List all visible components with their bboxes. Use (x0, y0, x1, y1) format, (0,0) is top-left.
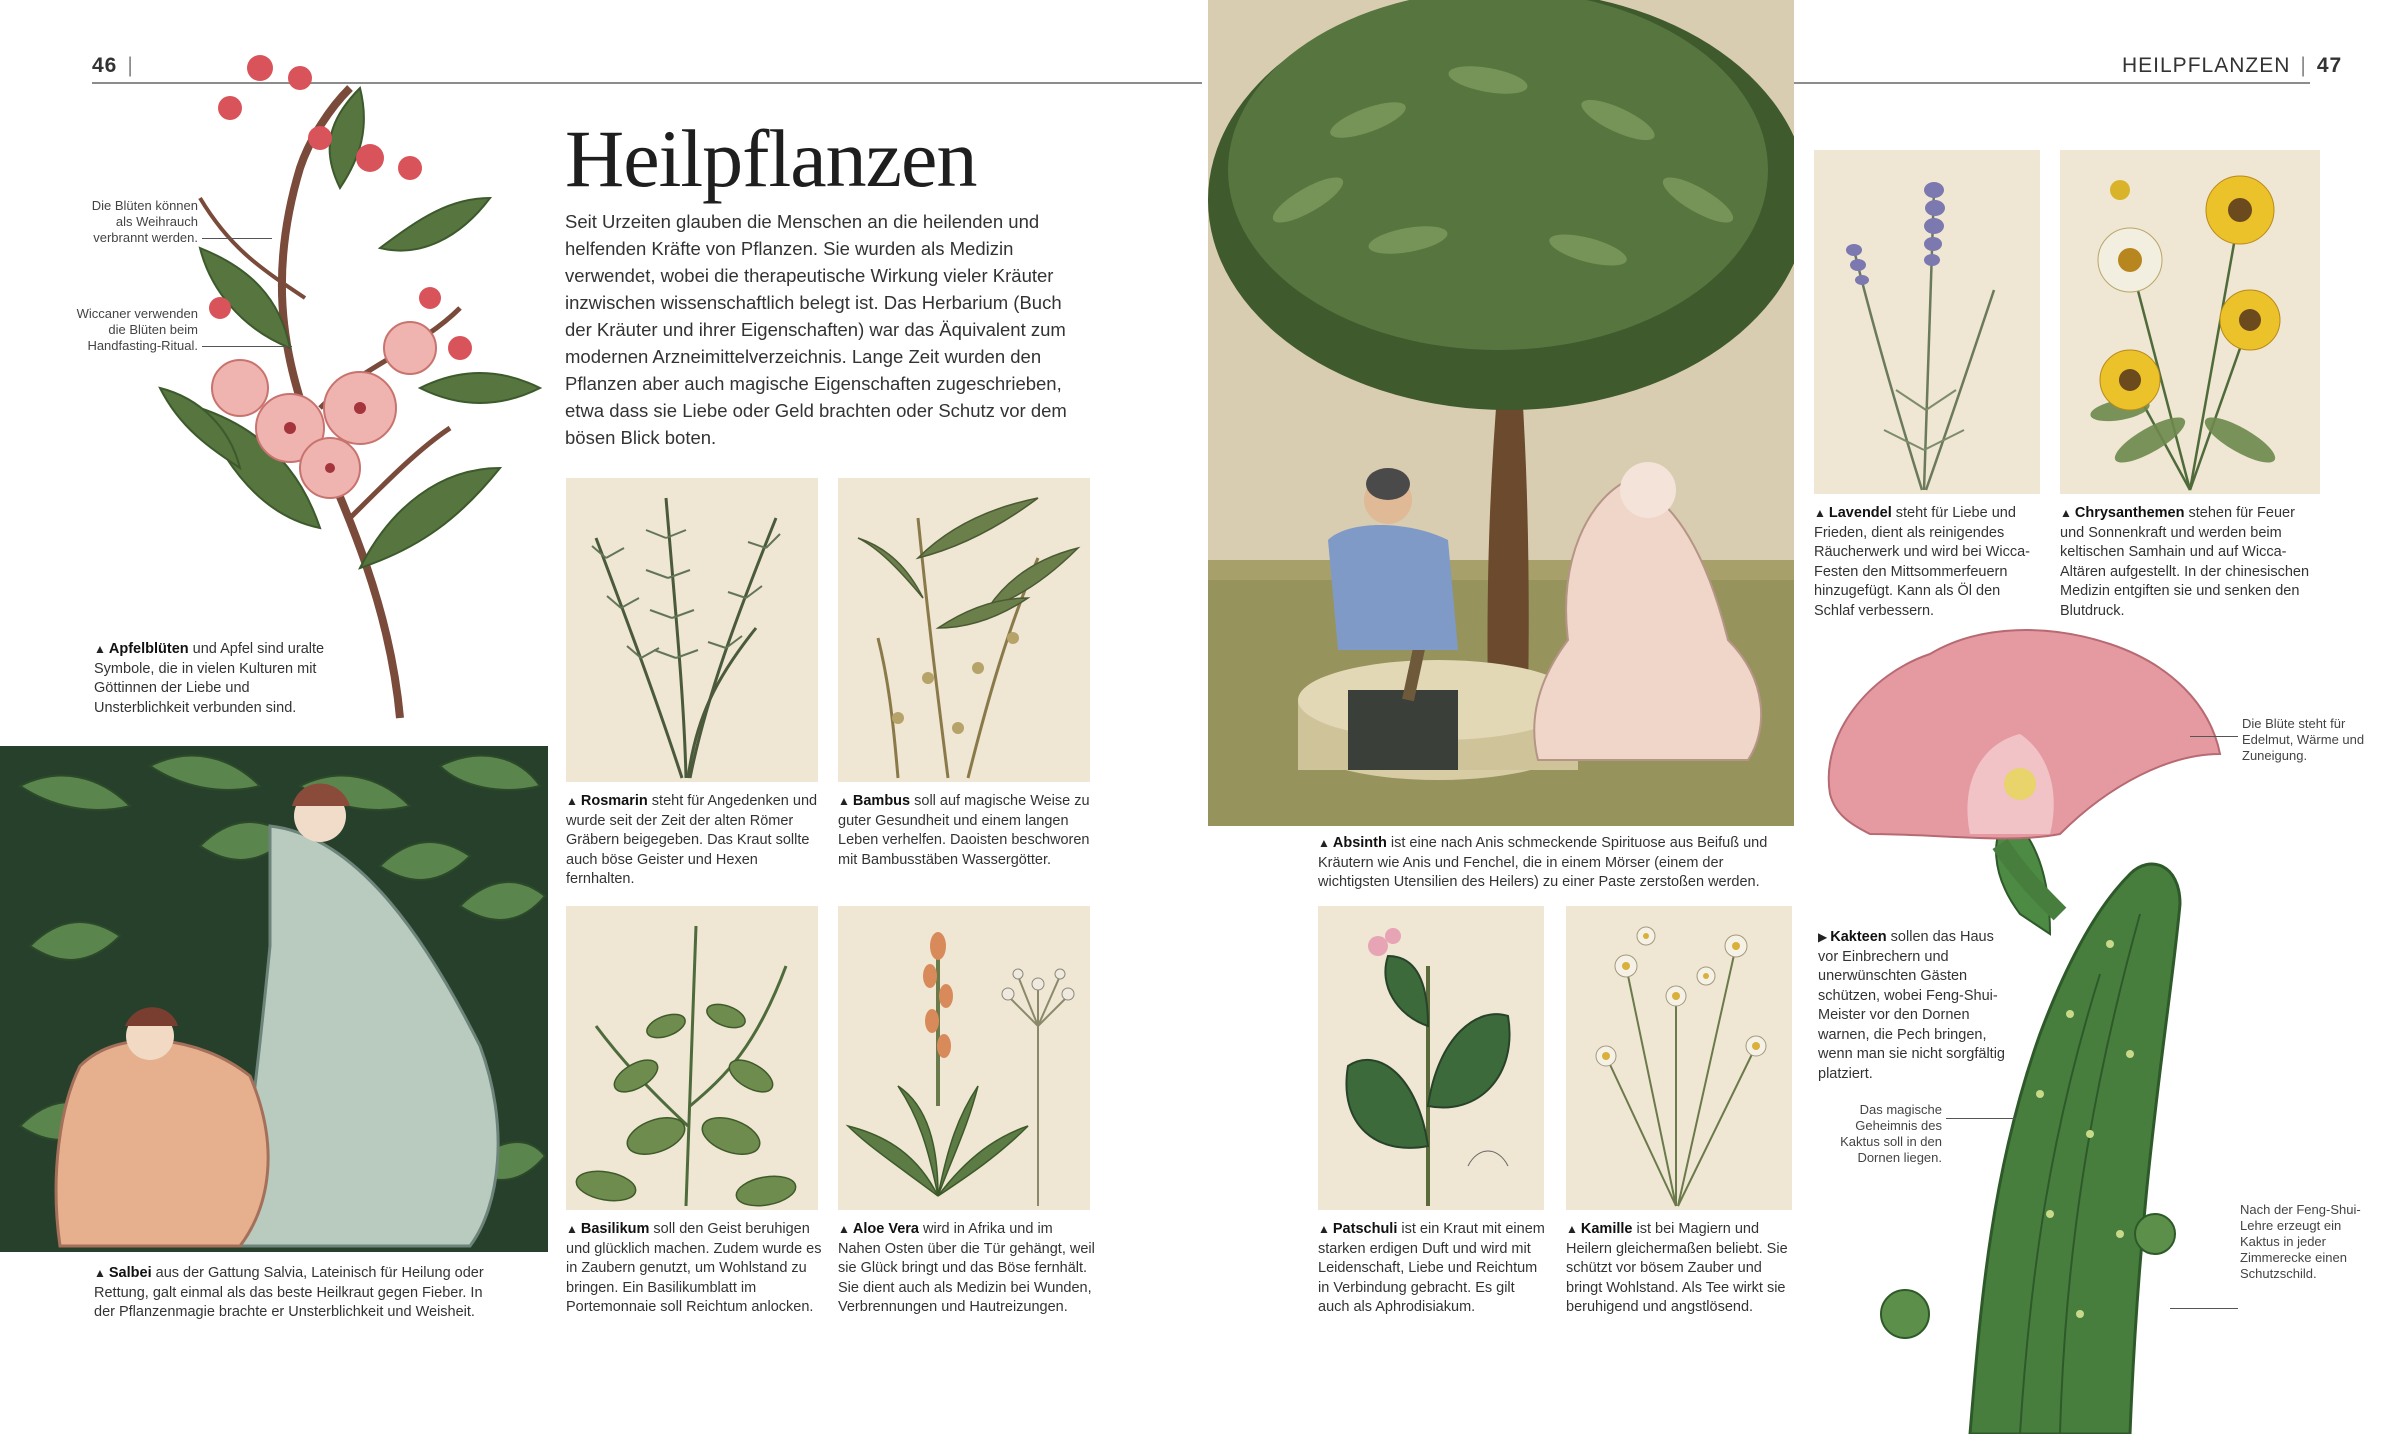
caption-patschuli: ▲ Patschuli ist ein Kraut mit einem starken erdigen Duft und wird mit Leidenschaft, Liebe und Reichtum in Verbindung gebracht. Es gilt auch als Aphrodisiakum. (1318, 1221, 1545, 1315)
running-head: HEILPFLANZEN | 47 (2122, 54, 2343, 77)
cactus-leader-flower (2190, 736, 2238, 737)
apple-leader-2 (202, 346, 292, 347)
caption-bambus: ▲ Bambus soll auf magische Weise zu guter Gesundheit und einem langen Leben verhelfen. Daoisten beschworen mit Bambusstäben Wassergötter. (838, 793, 1090, 868)
running-head-title: HEILPFLANZEN (2122, 54, 2291, 77)
cactus-annotation-fengshui: Nach der Feng-Shui-Lehre erzeugt ein Kaktus in jeder Zimmerecke einen Schutzschild. (2240, 1202, 2361, 1281)
caption-rosmarin: ▲ Rosmarin steht für Angedenken und wurde seit der Zeit der alten Römer Gräbern beigegeben. Das Kraut sollte auch böse Geister und Hexen fernhalten. (566, 793, 818, 887)
caption-basilikum: ▲ Basilikum soll den Geist beruhigen und glücklich machen. Zudem wurde es in Zaubern genutzt, um Wohlstand zu bringen. Ein Basilikumblatt im Portemonnaie soll Reichtum anlocken. (566, 1221, 822, 1315)
rosmarin-plate (566, 478, 818, 782)
caption-aloe-vera: ▲ Aloe Vera wird in Afrika und im Nahen Osten über die Tür gehängt, weil sie Glück bringt und das Böse fernhält. Sie dient auch als Medizin bei Wunden, Verbrennungen und Hautreizungen. (838, 1221, 1095, 1315)
apple-annotation-handfasting: Wiccaner verwenden die Blüten beim Handfasting-Ritual. (76, 306, 198, 353)
basilikum-plate (566, 906, 818, 1210)
aloe-vera-plate (838, 906, 1090, 1210)
caption-salbei: ▲ Salbei aus der Gattung Salvia, Lateinisch für Heilung oder Rettung, galt einmal als das beste Heilkraut gegen Fieber. In der Pflanzenmagie brachte er Unsterblichkeit und Weisheit. (94, 1265, 484, 1320)
kamille-plate (1566, 906, 1792, 1210)
cactus-leader-fengshui (2170, 1308, 2238, 1309)
salbei-painting (0, 746, 548, 1252)
caption-lavendel: ▲ Lavendel steht für Liebe und Frieden, dient als reinigendes Räucherwerk und wird bei Wicca-Festen den Mittsommerfeuern hinzugefügt. Kann als Öl den Schlaf verbessern. (1814, 505, 2030, 619)
caption-apfelblueten: ▲ Apfelblüten und Apfel sind uralte Symbole, die in vielen Kulturen mit Göttinnen der Liebe und Unsterblichkeit verbunden sind. (94, 641, 325, 716)
intro-text: Seit Urzeiten glauben die Menschen an die heilenden und helfenden Kräfte von Pflanzen. Sie wurden als Medizin verwendet, wobei die therapeutische Wirkung vieler Kräuter inzwischen wissenschaftlich belegt ist. Das Herbarium (Buch der Kräuter und ihrer Eigenschaften) war das Äquivalent zum modernen Arzneimittelverzeichnis. Lange Zeit wurden den Pflanzen aber auch magische Eigenschaften zugeschrieben, etwa dass sie Liebe oder Geld brachten oder Schutz vor dem bösen Blick boten. (565, 211, 1067, 448)
lavendel-plate (1814, 150, 2040, 494)
cactus-annotation-secret: Das magische Geheimnis des Kaktus soll in den Dornen liegen. (1840, 1102, 1942, 1165)
cactus-leader-secret (1946, 1118, 2016, 1119)
patschuli-plate (1318, 906, 1544, 1210)
caption-chrysanthemen: ▲ Chrysanthemen stehen für Feuer und Sonnenkraft und werden beim keltischen Samhain und auf Wicca-Altären aufgestellt. In der chinesischen Medizin entgiften sie und senken den Blutdruck. (2060, 505, 2310, 619)
page-title: Heilpflanzen (565, 113, 977, 204)
apple-blossom-illustration (120, 48, 560, 720)
cactus-annotation-flower: Die Blüte steht für Edelmut, Wärme und Zuneigung. (2242, 716, 2365, 763)
page-number-left: 46 | (92, 54, 134, 77)
caption-kamille: ▲ Kamille ist bei Magiern und Heilern gleichermaßen beliebt. Sie schützt vor bösem Zauber und bringt Wohlstand. Als Tee wirkt sie beruhigend und angstlösend. (1566, 1221, 1788, 1315)
caption-kakteen: ▶ Kakteen sollen das Haus vor Einbrechern und unerwünschten Gästen schützen, wobei Feng-Shui-Meister vor den Dornen warnen, die Pech bringen, wenn man sie nicht sorgfältig platziert. (1818, 929, 2005, 1082)
caption-absinth: ▲ Absinth ist eine nach Anis schmeckende Spirituose aus Beifuß und Kräutern wie Anis und Fenchel, die in einem Mörser (einem der wichtigsten Utensilien des Heilers) zu einer Paste zerstoßen werden. (1318, 835, 1768, 890)
absinth-painting (1208, 0, 1794, 826)
apple-leader-1 (202, 238, 272, 239)
page-number-right: 47 (2316, 54, 2343, 77)
header-rule-right (1790, 82, 2310, 84)
chrysanthemen-plate (2060, 150, 2320, 494)
bambus-plate (838, 478, 1090, 782)
apple-annotation-incense: Die Blüten können als Weihrauch verbrannt werden. (91, 198, 198, 245)
